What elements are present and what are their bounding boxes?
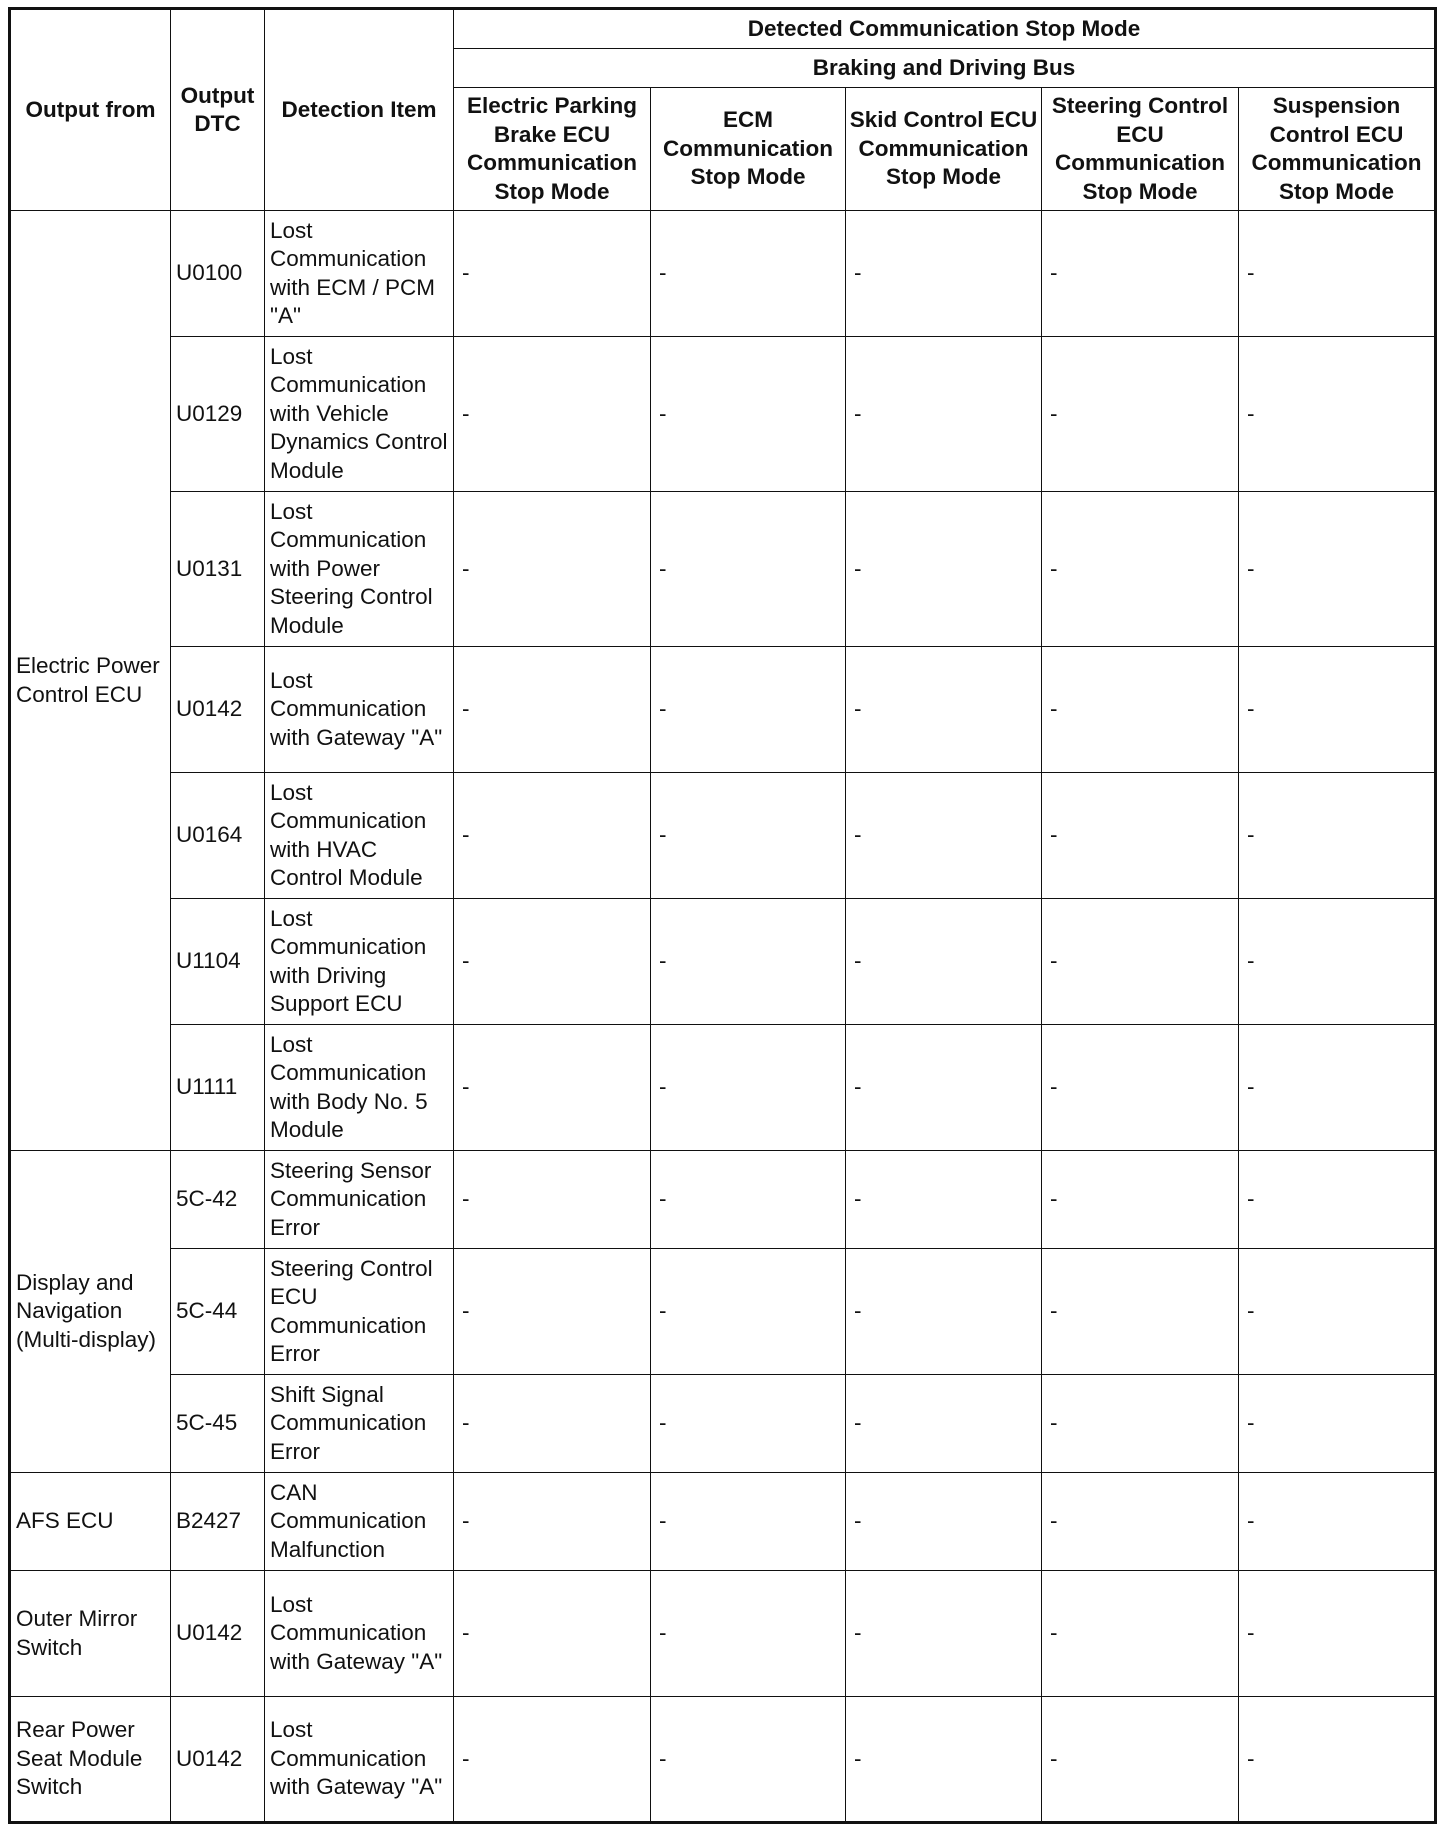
mode-cell: - (1042, 492, 1239, 647)
mode-cell: - (1042, 773, 1239, 899)
mode-cell: - (1042, 1571, 1239, 1697)
mode-cell: - (846, 1473, 1042, 1571)
table-row (10, 773, 1436, 899)
detection-item-cell: Lost Communication with Body No. 5 Module (265, 1025, 454, 1151)
dtc-cell: U0164 (171, 773, 265, 899)
dtc-cell: U0142 (171, 1571, 265, 1697)
mode-cell: - (846, 337, 1042, 492)
dtc-cell: U1104 (171, 899, 265, 1025)
mode-cell: - (454, 1375, 651, 1473)
dtc-cell: 5C-42 (171, 1151, 265, 1249)
dtc-cell: U0131 (171, 492, 265, 647)
mode-cell: - (1239, 1473, 1436, 1571)
mode-cell: - (1239, 211, 1436, 337)
detection-item-cell: CAN Communication Malfunction (265, 1473, 454, 1571)
mode-cell: - (846, 1151, 1042, 1249)
mode-cell: - (1239, 337, 1436, 492)
mode-cell: - (1042, 1473, 1239, 1571)
mode-cell: - (651, 773, 846, 899)
header-bus: Braking and Driving Bus (454, 49, 1436, 88)
header-mode-epb: Electric Parking Brake ECU Communication Stop Mode (454, 88, 651, 211)
dtc-table (8, 7, 1437, 1824)
mode-cell: - (1042, 1025, 1239, 1151)
dtc-cell: U0129 (171, 337, 265, 492)
mode-cell: - (1042, 1249, 1239, 1375)
mode-cell: - (846, 647, 1042, 773)
detection-item-cell: Lost Communication with Driving Support ECU (265, 899, 454, 1025)
mode-cell: - (454, 647, 651, 773)
header-mode-ecm: ECM Communication Stop Mode (651, 88, 846, 211)
mode-cell: - (454, 1473, 651, 1571)
mode-cell: - (846, 1697, 1042, 1823)
mode-cell: - (1239, 1697, 1436, 1823)
detection-item-cell: Steering Control ECU Communication Error (265, 1249, 454, 1375)
mode-cell: - (846, 211, 1042, 337)
table-row (10, 1571, 1436, 1697)
table-row (10, 1375, 1436, 1473)
mode-cell: - (454, 1249, 651, 1375)
mode-cell: - (846, 1249, 1042, 1375)
mode-cell: - (1239, 647, 1436, 773)
mode-cell: - (651, 211, 846, 337)
mode-cell: - (454, 492, 651, 647)
detection-item-cell: Steering Sensor Communication Error (265, 1151, 454, 1249)
dtc-cell: 5C-44 (171, 1249, 265, 1375)
mode-cell: - (1042, 337, 1239, 492)
mode-cell: - (454, 337, 651, 492)
header-mode-steering: Steering Control ECU Communication Stop Mode (1042, 88, 1239, 211)
mode-cell: - (1239, 899, 1436, 1025)
mode-cell: - (454, 1571, 651, 1697)
output-from-cell: Electric Power Control ECU (10, 211, 171, 1151)
dtc-table-container (8, 7, 1437, 1824)
table-row (10, 1697, 1436, 1823)
mode-cell: - (1239, 1151, 1436, 1249)
mode-cell: - (651, 1697, 846, 1823)
header-detection-item: Detection Item (265, 9, 454, 211)
mode-cell: - (651, 1249, 846, 1375)
table-row (10, 1151, 1436, 1249)
dtc-cell: U0142 (171, 1697, 265, 1823)
detection-item-cell: Lost Communication with Vehicle Dynamics Control Module (265, 337, 454, 492)
header-mode-skid: Skid Control ECU Communication Stop Mode (846, 88, 1042, 211)
output-from-cell: Rear Power Seat Module Switch (10, 1697, 171, 1823)
table-row (10, 899, 1436, 1025)
detection-item-cell: Lost Communication with Gateway "A" (265, 1697, 454, 1823)
dtc-cell: U1111 (171, 1025, 265, 1151)
table-body (10, 211, 1436, 1823)
mode-cell: - (1239, 1025, 1436, 1151)
mode-cell: - (454, 773, 651, 899)
output-from-cell: AFS ECU (10, 1473, 171, 1571)
table-row (10, 1249, 1436, 1375)
mode-cell: - (1042, 1151, 1239, 1249)
detection-item-cell: Lost Communication with Gateway "A" (265, 1571, 454, 1697)
detection-item-cell: Shift Signal Communication Error (265, 1375, 454, 1473)
mode-cell: - (846, 1571, 1042, 1697)
mode-cell: - (846, 773, 1042, 899)
mode-cell: - (1042, 1375, 1239, 1473)
mode-cell: - (454, 1151, 651, 1249)
mode-cell: - (651, 1571, 846, 1697)
mode-cell: - (454, 211, 651, 337)
mode-cell: - (1239, 1571, 1436, 1697)
detection-item-cell: Lost Communication with Gateway "A" (265, 647, 454, 773)
mode-cell: - (651, 492, 846, 647)
mode-cell: - (1042, 211, 1239, 337)
header-output-from: Output from (10, 9, 171, 211)
output-from-cell: Display and Navigation (Multi-display) (10, 1151, 171, 1473)
mode-cell: - (1042, 1697, 1239, 1823)
mode-cell: - (651, 647, 846, 773)
mode-cell: - (846, 492, 1042, 647)
table-row (10, 211, 1436, 337)
detection-item-cell: Lost Communication with HVAC Control Module (265, 773, 454, 899)
detection-item-cell: Lost Communication with ECM / PCM "A" (265, 211, 454, 337)
dtc-cell: U0100 (171, 211, 265, 337)
header-output-dtc: Output DTC (171, 9, 265, 211)
mode-cell: - (651, 1473, 846, 1571)
mode-cell: - (651, 1151, 846, 1249)
table-row (10, 647, 1436, 773)
table-row (10, 337, 1436, 492)
table-row (10, 1473, 1436, 1571)
header-mode-suspension: Suspension Control ECU Communication Stop Mode (1239, 88, 1436, 211)
mode-cell: - (454, 1697, 651, 1823)
detection-item-cell: Lost Communication with Power Steering Control Module (265, 492, 454, 647)
mode-cell: - (454, 1025, 651, 1151)
dtc-cell: U0142 (171, 647, 265, 773)
mode-cell: - (651, 899, 846, 1025)
mode-cell: - (1042, 647, 1239, 773)
mode-cell: - (846, 1375, 1042, 1473)
output-from-cell: Outer Mirror Switch (10, 1571, 171, 1697)
dtc-cell: B2427 (171, 1473, 265, 1571)
mode-cell: - (651, 1375, 846, 1473)
mode-cell: - (1239, 492, 1436, 647)
mode-cell: - (1239, 773, 1436, 899)
mode-cell: - (846, 1025, 1042, 1151)
mode-cell: - (454, 899, 651, 1025)
header-detected-mode: Detected Communication Stop Mode (454, 9, 1436, 49)
table-row (10, 1025, 1436, 1151)
mode-cell: - (1042, 899, 1239, 1025)
mode-cell: - (651, 1025, 846, 1151)
mode-cell: - (846, 899, 1042, 1025)
mode-cell: - (651, 337, 846, 492)
table-header (10, 9, 1436, 211)
dtc-cell: 5C-45 (171, 1375, 265, 1473)
table-row (10, 492, 1436, 647)
mode-cell: - (1239, 1249, 1436, 1375)
mode-cell: - (1239, 1375, 1436, 1473)
